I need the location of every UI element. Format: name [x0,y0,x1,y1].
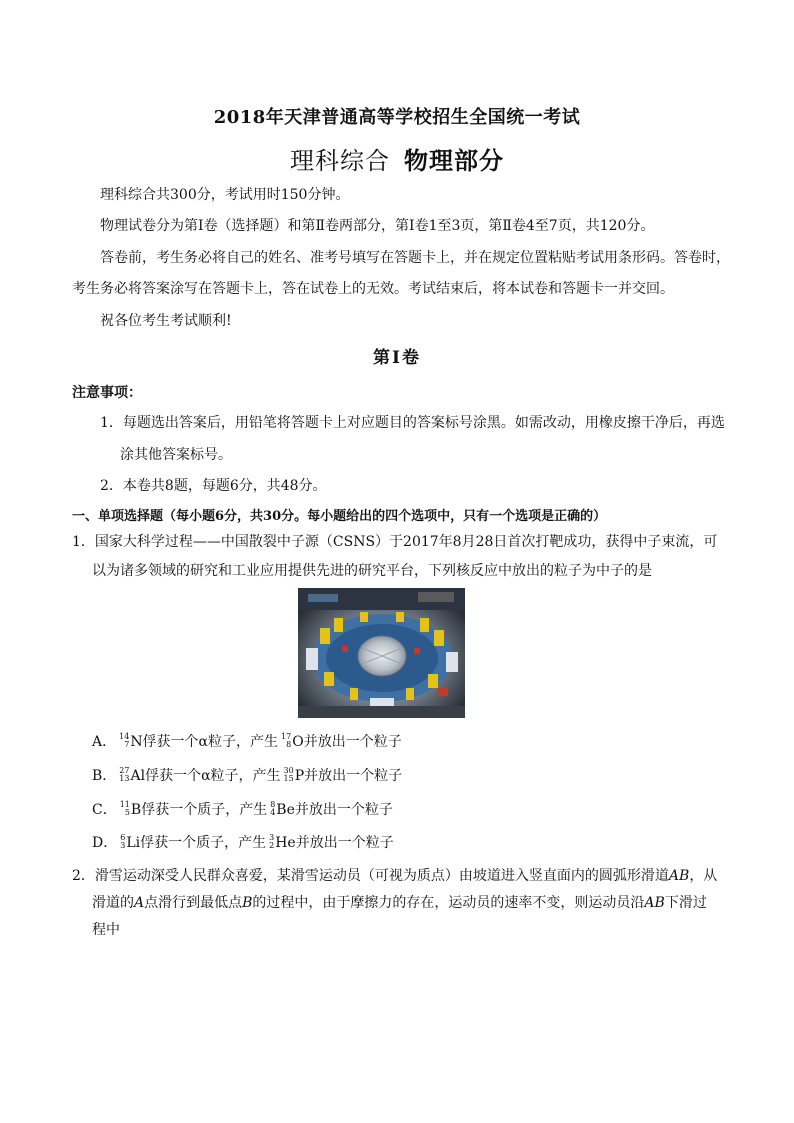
intro-line-5: 祝各位考生考试顺利! [100,313,232,329]
q1-option-b[interactable] [92,767,402,785]
option-a-end: 并放出一个粒子 [303,734,402,750]
option-d-n2-charge: 2 [269,841,275,850]
note-1-line-1: 1．每题选出答案后，用铅笔将答题卡上对应题目的答案标号涂黑。如需改动，用橡皮擦干净后，再选 [100,415,725,431]
option-c-n2-symbol: Be [276,802,295,818]
q2-l2-text-c: 的过程中，由于摩擦力的存在，运动员的速率不变，则运动员沿 [252,895,645,911]
q1-line-1: 1．国家大科学过程——中国散裂中子源（CSNS）于2017年8月28日首次打靶成功，获得中子束流，可 [72,534,718,550]
q1-option-c[interactable] [92,801,393,819]
option-b-n2-symbol: P [294,768,305,784]
option-a-n1-charge: 7 [124,740,130,749]
q1-option-a[interactable] [92,733,402,751]
subtitle-physics: 物理部分 [404,146,504,175]
note-1-line-2: 涂其他答案标号。 [120,447,232,463]
intro-line-1: 理科综合共300分，考试用时150分钟。 [100,187,350,203]
q1-option-d[interactable] [92,834,394,852]
q2-line-2 [92,894,707,912]
option-a-n2-charge: 8 [286,740,292,749]
option-b-n2-charge: 15 [283,774,294,783]
option-c-nuclide-1-numbers [120,801,130,817]
subtitle-science: 理科综合 [290,147,390,175]
option-a-n1-mass: 14 [119,732,130,741]
q2-line-3: 程中 [92,922,120,938]
note-2: 2．本卷共8题，每题6分，共48分。 [100,478,327,494]
option-c-nuclide-2-numbers [270,801,275,817]
option-d-n1-symbol: Li [126,835,141,851]
option-d-mid: 俘获一个质子，产生 [140,835,267,851]
q2-l2-point-b: B [242,895,253,911]
option-a-mid: 俘获一个α粒子，产生 [142,734,279,750]
q2-l2-text-d: 下滑过 [664,895,707,911]
option-c-mid: 俘获一个质子，产生 [141,802,268,818]
option-b-nuclide-1-numbers [119,767,129,783]
option-a-n2-mass: 17 [281,732,292,741]
intro-line-4: 考生务必将答案涂写在答题卡上，答在试卷上的无效。考试结束后，将本试卷和答题卡一并交回。 [72,281,674,297]
option-c-n2-mass: 8 [270,800,276,809]
option-a-n2-symbol: O [292,734,304,750]
option-d-label: D． [92,835,118,851]
option-c-n1-mass: 11 [119,800,130,809]
option-b-end: 并放出一个粒子 [304,768,403,784]
q2-l2-text-b: 点滑行到最低点 [144,895,243,911]
intro-line-3: 答卷前，考生务必将自己的姓名、准考号填写在答题卡上，并在规定位置粘贴考试用条形码。答卷时， [100,250,730,266]
section-title: 第Ⅰ卷 [373,348,421,368]
option-c-n1-symbol: B [130,802,142,818]
option-c-n1-charge: 5 [124,808,130,817]
option-d-nuclide-1-numbers [120,834,125,850]
option-d-n2-symbol: He [275,835,296,851]
option-a-label: A． [92,734,117,750]
part-heading: 一、单项选择题（每小题6分，共30分。每小题给出的四个选项中，只有一个选项是正确的） [72,509,607,524]
exam-subtitle [0,141,794,176]
option-b-n1-symbol: Al [130,768,146,784]
option-b-n2-mass: 30 [283,766,294,775]
q2-line-1 [72,867,717,885]
option-d-n1-mass: 6 [120,833,126,842]
q2-l1-text-b: ，从 [689,868,718,884]
option-c-end: 并放出一个粒子 [294,802,393,818]
option-a-n1-symbol: N [130,734,143,750]
option-b-label: B． [92,768,117,784]
option-d-n1-charge: 3 [120,841,126,850]
option-b-nuclide-2-numbers [284,767,294,783]
intro-line-2: 物理试卷分为第Ⅰ卷（选择题）和第Ⅱ卷两部分，第Ⅰ卷1至3页，第Ⅱ卷4至7页，共120分。 [100,218,655,234]
q2-l1-ab: AB [668,868,690,884]
option-a-nuclide-1-numbers [119,733,129,749]
csns-photo-art [298,588,465,718]
q1-line-2: 以为诸多领域的研究和工业应用提供先进的研究平台，下列核反应中放出的粒子为中子的是 [92,563,652,579]
notes-heading: 注意事项： [72,385,142,401]
option-b-mid: 俘获一个α粒子，产生 [145,768,281,784]
option-c-n2-charge: 4 [270,808,276,817]
exam-title: 2018年天津普通高等学校招生全国统一考试 [213,107,581,128]
option-a-nuclide-2-numbers [281,733,291,749]
q2-l2-text-a: 滑道的 [92,895,134,911]
option-d-nuclide-2-numbers [269,834,274,850]
q2-l1-text-a: 2．滑雪运动深受人民群众喜爱，某滑雪运动员（可视为质点）由坡道进入竖直面内的圆弧形滑道 [72,868,669,884]
option-b-n1-charge: 13 [119,774,130,783]
option-d-end: 并放出一个粒子 [295,835,394,851]
option-b-n1-mass: 27 [119,766,130,775]
csns-photo [298,588,465,718]
option-c-label: C． [92,802,117,818]
q2-l2-point-a: A [134,895,145,911]
q2-l2-ab: AB [644,895,665,911]
option-d-n2-mass: 3 [269,833,275,842]
